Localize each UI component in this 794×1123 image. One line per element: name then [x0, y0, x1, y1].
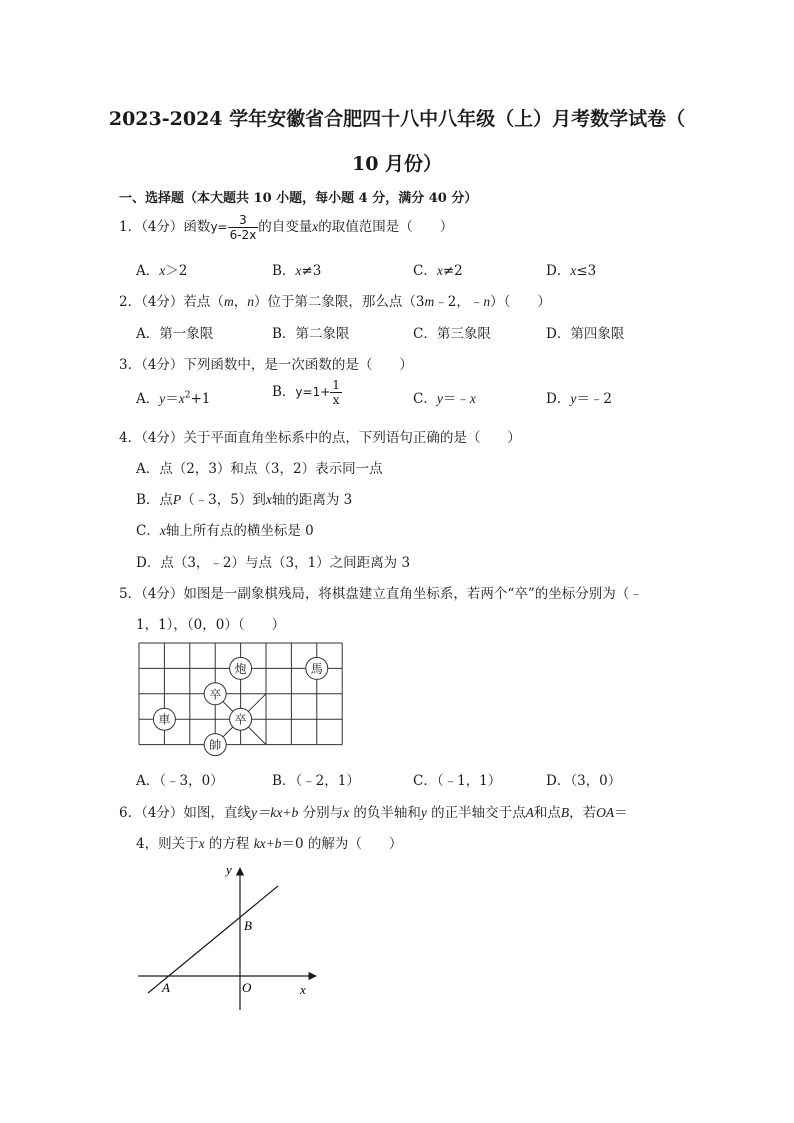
point-a-label: A — [162, 980, 170, 995]
q5-option-b[interactable]: B．（﹣2，1） — [272, 773, 360, 789]
line-graph-figure — [130, 858, 330, 1018]
q1-option-d[interactable]: D．x≤3 — [546, 263, 597, 279]
chess-board-figure — [130, 636, 352, 762]
chess-piece-label: 炮 — [234, 661, 247, 676]
q3-option-d[interactable]: D．y＝﹣2 — [546, 391, 612, 407]
q5-option-d[interactable]: D．（3，0） — [546, 773, 622, 789]
q4-option-a[interactable]: A．点（2，3）和点（3，2）表示同一点 — [136, 461, 383, 477]
q4-option-b[interactable]: B．点P（﹣3，5）到x轴的距离为 3 — [136, 492, 353, 508]
chess-piece-label: 馬 — [310, 661, 323, 676]
q1-frac-num: 3 — [239, 213, 247, 227]
q1-prefix: 1．（4分）函数 — [119, 219, 211, 235]
exam-title-line2: 10 月份） — [351, 153, 443, 175]
q1-after: 的自变量 — [258, 219, 313, 235]
chess-piece-label: 帥 — [209, 738, 222, 753]
y-axis-label: y — [226, 862, 232, 877]
chess-piece-label: 車 — [158, 712, 171, 727]
q3-option-c[interactable]: C．y＝﹣x — [413, 391, 476, 407]
q3-b-fraction: $\frac{1}{x}$ — [332, 378, 340, 407]
chess-piece-label: 卒 — [209, 687, 222, 702]
chess-piece — [204, 734, 226, 756]
question-6-line1: 6．（4分）如图，直线y＝kx+b 分别与x 的负半轴和y 的正半轴交于点A和点B，若OA＝ — [119, 805, 628, 821]
q1-fraction — [228, 213, 259, 242]
question-2: 2．（4分）若点（m，n）位于第二象限，那么点（3m﹣2，﹣n）（ ） — [119, 294, 551, 310]
question-5-line2: 1，1），（0，0）（ ） — [136, 617, 286, 633]
point-b-label: B — [244, 918, 252, 933]
q1-frac-den: 6-2x — [229, 228, 257, 242]
question-1 — [119, 212, 453, 242]
q5-option-c[interactable]: C．（﹣1，1） — [413, 773, 502, 789]
chess-piece — [230, 657, 252, 679]
q2-option-c[interactable]: C．第三象限 — [413, 326, 491, 342]
q1-option-a[interactable]: A．x＞2 — [136, 263, 188, 279]
chess-piece — [153, 708, 175, 730]
q2-option-a[interactable]: A．第一象限 — [136, 326, 214, 342]
q2-option-d[interactable]: D．第四象限 — [546, 326, 625, 342]
origin-label: O — [242, 980, 252, 995]
q1-formula — [210, 213, 258, 242]
q2-option-b[interactable]: B．第二象限 — [272, 326, 350, 342]
q1-var: x — [312, 219, 319, 234]
q1-formula-lhs: y= — [210, 220, 228, 234]
chess-piece — [204, 683, 226, 705]
q5-option-a[interactable]: A．（﹣3，0） — [136, 773, 224, 789]
q3-option-b[interactable]: B．y=1+ $\frac{1}{x}$ — [272, 378, 340, 407]
question-4: 4．（4分）关于平面直角坐标系中的点，下列语句正确的是（ ） — [119, 430, 521, 446]
q3-option-a[interactable]: A．$y=x^2+1$ — [136, 390, 211, 407]
x-axis-label: x — [300, 982, 306, 997]
section-heading: 一、选择题（本大题共 10 小题，每小题 4 分，满分 40 分） — [119, 191, 478, 206]
chess-piece — [230, 708, 252, 730]
chess-piece — [306, 657, 328, 679]
q1-option-b[interactable]: B．x≠3 — [272, 263, 322, 279]
q4-option-d[interactable]: D．点（3，﹣2）与点（3，1）之间距离为 3 — [136, 555, 411, 571]
question-5-line1: 5．（4分）如图是一副象棋残局，将棋盘建立直角坐标系，若两个“卒”的坐标分别为（﹣ — [119, 586, 643, 602]
exam-title-line1: 2023-2024 学年安徽省合肥四十八中八年级（上）月考数学试卷（ — [108, 108, 686, 130]
line-y-kx-b — [148, 886, 278, 993]
question-3: 3．（4分）下列函数中，是一次函数的是（ ） — [119, 357, 413, 373]
chess-piece-label: 卒 — [234, 712, 247, 727]
q4-option-c[interactable]: C．x轴上所有点的横坐标是 0 — [136, 523, 314, 539]
q1-suffix: 的取值范围是（ ） — [318, 219, 454, 235]
question-6-line2: 4，则关于x 的方程 kx+b＝0 的解为（ ） — [136, 836, 403, 852]
q1-option-c[interactable]: C．x≠2 — [413, 263, 463, 279]
